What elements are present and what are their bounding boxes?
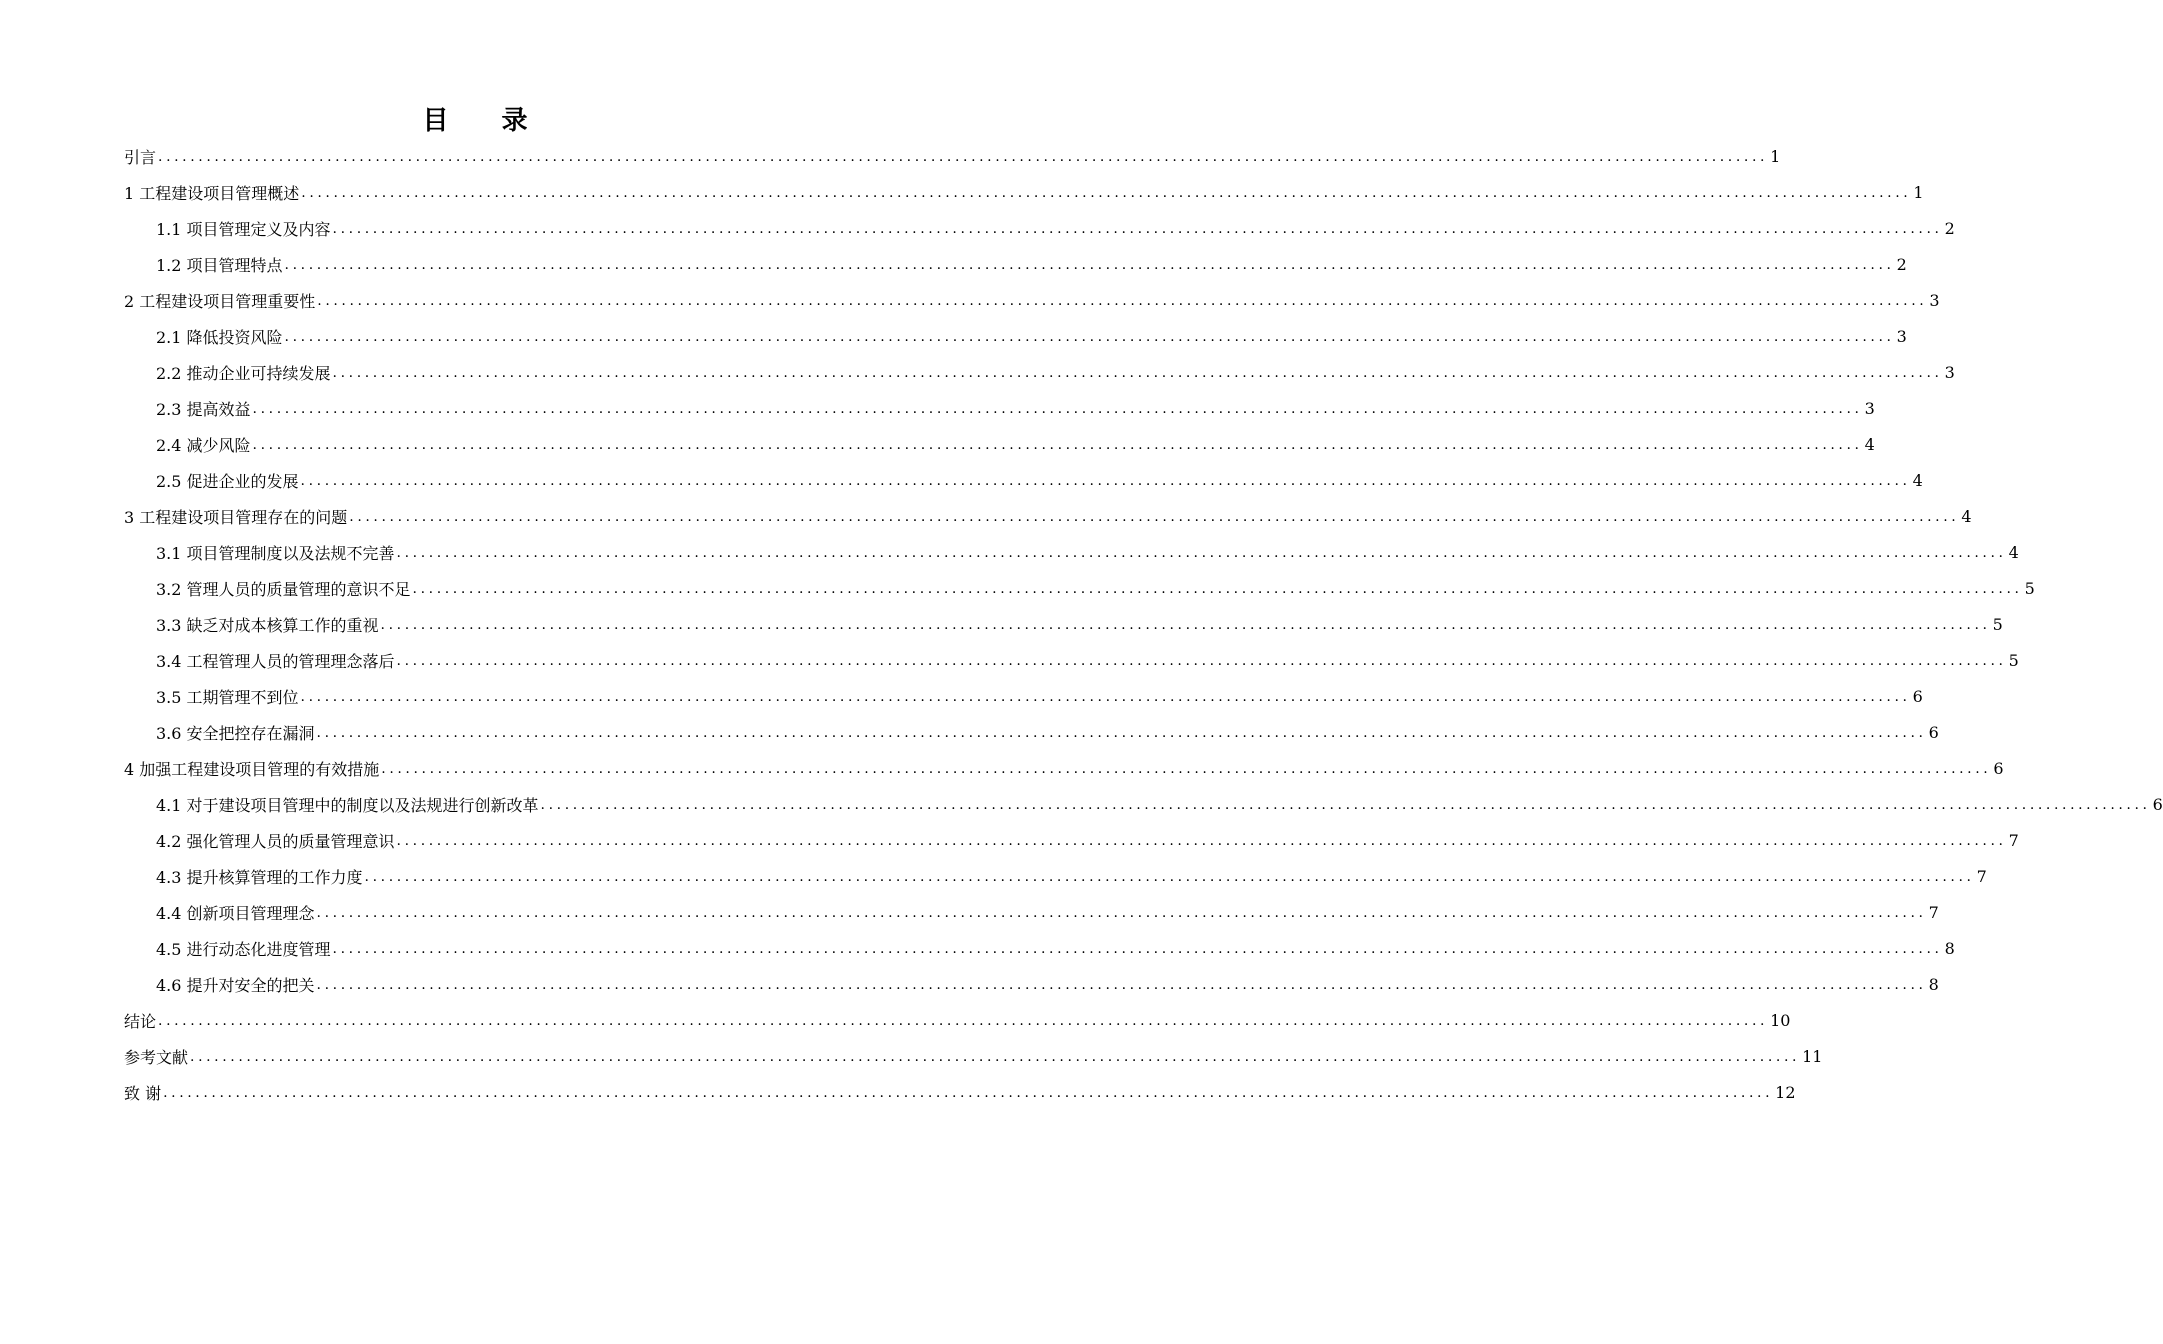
toc-section-entry[interactable] bbox=[124, 282, 1940, 318]
toc-entry-label: 引言 bbox=[124, 147, 157, 167]
toc-subsection-entry[interactable] bbox=[124, 678, 1923, 714]
toc-entry-page-number: 11 bbox=[1802, 1046, 1823, 1066]
toc-entry-label: 2.4 减少风险 bbox=[156, 435, 251, 455]
toc-entry-page-number: 3 bbox=[1944, 362, 1955, 382]
toc-entry-label: 4.6 提升对安全的把关 bbox=[156, 975, 315, 995]
toc-dot-leader: ........................................................................................................................................................................................................ bbox=[317, 293, 1928, 309]
toc-subsection-entry[interactable] bbox=[124, 354, 1955, 390]
toc-dot-leader: ........................................................................................................................................................................................................ bbox=[316, 977, 1927, 993]
toc-dot-leader: ........................................................................................................................................................................................................ bbox=[158, 149, 1769, 165]
toc-dot-leader: ........................................................................................................................................................................................................ bbox=[284, 329, 1895, 345]
toc-entry-label: 1 工程建设项目管理概述 bbox=[124, 183, 300, 203]
toc-entry-page-number: 8 bbox=[1944, 938, 1955, 958]
toc-subsection-entry[interactable] bbox=[124, 246, 1907, 282]
toc-entry-page-number: 4 bbox=[1864, 434, 1875, 454]
toc-dot-leader: ........................................................................................................................................................................................................ bbox=[364, 869, 1975, 885]
toc-entry-label: 致 谢 bbox=[124, 1083, 162, 1103]
toc-subsection-entry[interactable] bbox=[124, 534, 2019, 570]
toc-section-entry[interactable] bbox=[124, 1038, 1823, 1074]
toc-dot-leader: ........................................................................................................................................................................................................ bbox=[381, 761, 1992, 777]
toc-entry-label: 3.1 项目管理制度以及法规不完善 bbox=[156, 543, 395, 563]
toc-dot-leader: ........................................................................................................................................................................................................ bbox=[316, 725, 1927, 741]
toc-section-entry[interactable] bbox=[124, 174, 1924, 210]
toc-subsection-entry[interactable] bbox=[124, 318, 1907, 354]
toc-entry-page-number: 4 bbox=[2008, 542, 2019, 562]
toc-entry-label: 4.3 提升核算管理的工作力度 bbox=[156, 867, 363, 887]
table-of-contents bbox=[124, 138, 2163, 1110]
toc-section-entry[interactable] bbox=[124, 1002, 1791, 1038]
toc-dot-leader: ........................................................................................................................................................................................................ bbox=[301, 185, 1912, 201]
toc-dot-leader: ........................................................................................................................................................................................................ bbox=[396, 653, 2007, 669]
toc-entry-page-number: 5 bbox=[2008, 650, 2019, 670]
toc-entry-page-number: 10 bbox=[1770, 1010, 1791, 1030]
toc-entry-page-number: 2 bbox=[1944, 218, 1955, 238]
toc-entry-label: 参考文献 bbox=[124, 1047, 189, 1067]
toc-entry-page-number: 5 bbox=[2024, 578, 2035, 598]
toc-section-entry[interactable] bbox=[124, 750, 2004, 786]
toc-dot-leader: ........................................................................................................................................................................................................ bbox=[332, 365, 1943, 381]
toc-dot-leader: ........................................................................................................................................................................................................ bbox=[252, 437, 1863, 453]
toc-section-entry[interactable] bbox=[124, 138, 1781, 174]
toc-entry-label: 4 加强工程建设项目管理的有效措施 bbox=[124, 759, 380, 779]
toc-entry-label: 3.5 工期管理不到位 bbox=[156, 687, 299, 707]
toc-entry-page-number: 1 bbox=[1770, 146, 1781, 166]
toc-entry-page-number: 8 bbox=[1928, 974, 1939, 994]
toc-entry-label: 3 工程建设项目管理存在的问题 bbox=[124, 507, 348, 527]
toc-dot-leader: ........................................................................................................................................................................................................ bbox=[163, 1085, 1774, 1101]
toc-dot-leader: ........................................................................................................................................................................................................ bbox=[396, 545, 2007, 561]
toc-dot-leader: ........................................................................................................................................................................................................ bbox=[380, 617, 1991, 633]
toc-entry-label: 2.5 促进企业的发展 bbox=[156, 471, 299, 491]
toc-subsection-entry[interactable] bbox=[124, 966, 1939, 1002]
toc-entry-page-number: 4 bbox=[1961, 506, 1972, 526]
toc-entry-page-number: 3 bbox=[1864, 398, 1875, 418]
toc-subsection-entry[interactable] bbox=[124, 390, 1875, 426]
toc-subsection-entry[interactable] bbox=[124, 930, 1955, 966]
toc-entry-page-number: 3 bbox=[1896, 326, 1907, 346]
toc-entry-label: 1.1 项目管理定义及内容 bbox=[156, 219, 331, 239]
toc-subsection-entry[interactable] bbox=[124, 210, 1955, 246]
toc-entry-page-number: 4 bbox=[1912, 470, 1923, 490]
toc-entry-label: 4.5 进行动态化进度管理 bbox=[156, 939, 331, 959]
toc-entry-page-number: 3 bbox=[1929, 290, 1940, 310]
toc-entry-label: 4.4 创新项目管理理念 bbox=[156, 903, 315, 923]
toc-section-entry[interactable] bbox=[124, 1074, 1796, 1110]
toc-subsection-entry[interactable] bbox=[124, 894, 1939, 930]
toc-dot-leader: ........................................................................................................................................................................................................ bbox=[396, 833, 2007, 849]
toc-entry-page-number: 7 bbox=[1928, 902, 1939, 922]
toc-dot-leader: ........................................................................................................................................................................................................ bbox=[300, 689, 1911, 705]
toc-subsection-entry[interactable] bbox=[124, 426, 1875, 462]
toc-entry-page-number: 6 bbox=[1993, 758, 2004, 778]
toc-dot-leader: ........................................................................................................................................................................................................ bbox=[332, 221, 1943, 237]
toc-entry-page-number: 6 bbox=[2152, 794, 2163, 814]
toc-entry-label: 2.3 提高效益 bbox=[156, 399, 251, 419]
toc-entry-label: 3.3 缺乏对成本核算工作的重视 bbox=[156, 615, 379, 635]
toc-subsection-entry[interactable] bbox=[124, 858, 1987, 894]
toc-subsection-entry[interactable] bbox=[124, 786, 2163, 822]
toc-entry-page-number: 5 bbox=[1992, 614, 2003, 634]
toc-entry-page-number: 7 bbox=[2008, 830, 2019, 850]
toc-subsection-entry[interactable] bbox=[124, 642, 2019, 678]
toc-entry-label: 2.2 推动企业可持续发展 bbox=[156, 363, 331, 383]
toc-entry-label: 2.1 降低投资风险 bbox=[156, 327, 283, 347]
toc-entry-label: 3.2 管理人员的质量管理的意识不足 bbox=[156, 579, 411, 599]
toc-dot-leader: ........................................................................................................................................................................................................ bbox=[540, 797, 2151, 813]
toc-subsection-entry[interactable] bbox=[124, 570, 2035, 606]
toc-dot-leader: ........................................................................................................................................................................................................ bbox=[158, 1013, 1769, 1029]
toc-dot-leader: ........................................................................................................................................................................................................ bbox=[300, 473, 1911, 489]
toc-entry-label: 4.1 对于建设项目管理中的制度以及法规进行创新改革 bbox=[156, 795, 539, 815]
page-title: 目 录 bbox=[422, 106, 550, 136]
toc-entry-label: 结论 bbox=[124, 1011, 157, 1031]
toc-subsection-entry[interactable] bbox=[124, 822, 2019, 858]
toc-entry-page-number: 2 bbox=[1896, 254, 1907, 274]
toc-subsection-entry[interactable] bbox=[124, 606, 2003, 642]
toc-subsection-entry[interactable] bbox=[124, 714, 1939, 750]
toc-entry-page-number: 12 bbox=[1775, 1082, 1796, 1102]
toc-dot-leader: ........................................................................................................................................................................................................ bbox=[284, 257, 1895, 273]
toc-entry-page-number: 7 bbox=[1976, 866, 1987, 886]
toc-entry-page-number: 1 bbox=[1913, 182, 1924, 202]
toc-dot-leader: ........................................................................................................................................................................................................ bbox=[190, 1049, 1801, 1065]
toc-entry-label: 3.6 安全把控存在漏洞 bbox=[156, 723, 315, 743]
toc-dot-leader: ........................................................................................................................................................................................................ bbox=[252, 401, 1863, 417]
toc-entry-label: 3.4 工程管理人员的管理理念落后 bbox=[156, 651, 395, 671]
toc-dot-leader: ........................................................................................................................................................................................................ bbox=[349, 509, 1960, 525]
toc-dot-leader: ........................................................................................................................................................................................................ bbox=[412, 581, 2023, 597]
toc-subsection-entry[interactable] bbox=[124, 462, 1923, 498]
toc-entry-page-number: 6 bbox=[1928, 722, 1939, 742]
toc-dot-leader: ........................................................................................................................................................................................................ bbox=[316, 905, 1927, 921]
toc-entry-label: 1.2 项目管理特点 bbox=[156, 255, 283, 275]
toc-entry-label: 2 工程建设项目管理重要性 bbox=[124, 291, 316, 311]
toc-entry-page-number: 6 bbox=[1912, 686, 1923, 706]
toc-entry-label: 4.2 强化管理人员的质量管理意识 bbox=[156, 831, 395, 851]
toc-section-entry[interactable] bbox=[124, 498, 1972, 534]
toc-dot-leader: ........................................................................................................................................................................................................ bbox=[332, 941, 1943, 957]
